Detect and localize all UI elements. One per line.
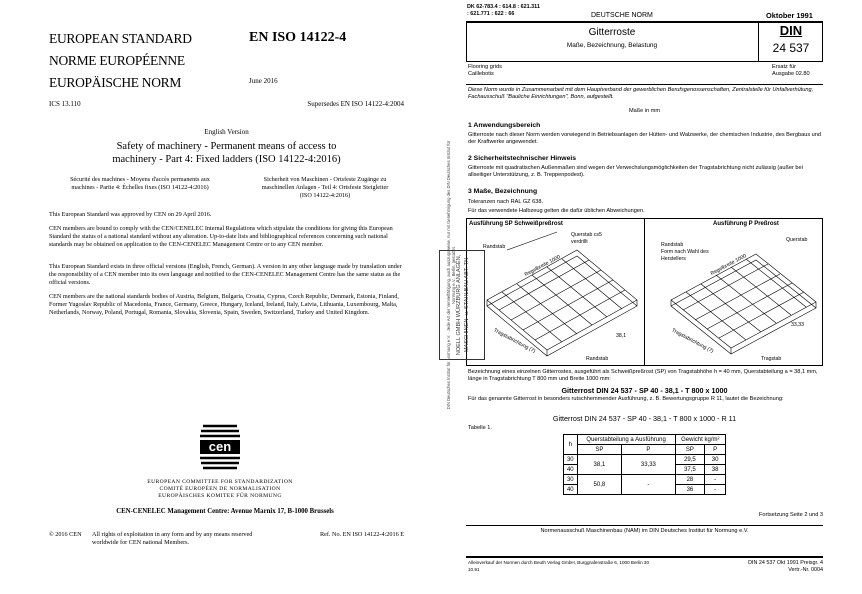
table-cell: - bbox=[705, 475, 726, 485]
cen-logo-text: cen bbox=[208, 439, 232, 454]
label-regelbreite-p: Regelbreite 1000 bbox=[709, 253, 748, 277]
committee-names bbox=[120, 479, 320, 500]
th-p-w: P bbox=[705, 445, 726, 455]
std-en: EUROPEAN STANDARD bbox=[49, 31, 192, 46]
ics-code: ICS 13.110 bbox=[49, 100, 81, 108]
table-cell: 30 bbox=[564, 475, 578, 485]
footer-price-group bbox=[703, 560, 823, 573]
dk-codes bbox=[467, 4, 540, 17]
table-cell: 40 bbox=[564, 465, 578, 475]
label-randstab-p: Randstab bbox=[661, 242, 684, 248]
table-cell: 36 bbox=[675, 485, 705, 495]
management-centre: CEN-CENELEC Management Centre: Avenue Marnix 17, B-1000 Brussels bbox=[116, 508, 334, 515]
alternate-titles bbox=[468, 64, 502, 78]
label-tragrichtung-sp: Tragstabrichtung (7) bbox=[492, 327, 537, 355]
footer-sales-line: Alleinverkauf der Normen durch Beuth Verlag GmbH, Burggrafenstraße 6, 1000 Berlin 30 bbox=[468, 560, 650, 565]
standard-number: EN ISO 14122-4 bbox=[249, 30, 347, 45]
table-cell: 30 bbox=[705, 455, 726, 465]
label-querstab-p: Querstab bbox=[786, 237, 808, 243]
label-randstab-sp-bottom: Randstab bbox=[586, 356, 609, 362]
committee-note: Normenausschuß Maschinenbau (NAM) im DIN Deutsches Institut für Normung e.V. bbox=[540, 528, 749, 534]
std-fr: NORME EUROPÉENNE bbox=[49, 53, 185, 68]
label-randstab-sp: Randstab bbox=[483, 244, 506, 250]
replacement-note bbox=[772, 64, 810, 78]
table-cell: - bbox=[705, 485, 726, 495]
paragraph-3: CEN members are the national standards bodies of Austria, Belgium, Bulgaria, Croatia, Cyprus, Czech Republic, Denmark, Estonia, Finland, Former Yugoslav Republic of Macedonia, France, Germany, Greece, Hungary, Iceland, Ireland, Italy, Latvia, Lithuania, Luxembourg, Malta, Netherlands, Norway, Poland, Portugal, Romania, Slovakia, Slovenia, Spain, Sweden, Switzerland, Turkey and United Kingdom. bbox=[49, 293, 399, 316]
copyright: © 2016 CEN bbox=[49, 531, 82, 538]
figure-p-caption: Ausführung P Preßrost bbox=[713, 221, 779, 227]
section-3-semifinished: Für das verwendete Halbzeug gelten die dafür üblichen Abweichungen. bbox=[468, 208, 645, 214]
title-line-2: machinery - Part 4: Fixed ladders (ISO 14122-4:2016) bbox=[112, 154, 341, 165]
label-querstab-sp: Querstab cs5 verdrillt bbox=[571, 232, 602, 245]
paragraph-1: CEN members are bound to comply with the CEN/CENELEC Internal Regulations which stipulate the conditions for giving this European Standard the status of a national standard without any alteration. Up-to-date lists and bibliographical references concerning such national standards may be obtained on application to the CEN-CENELEC Management Centre or to any CEN member. bbox=[49, 225, 393, 248]
stamp-text: NOELL GMBH WÜRZBURG ANLAGEN, MASCHINEN- u. STAHLBAU ABT. TN bbox=[456, 254, 470, 356]
table-cell: 40 bbox=[564, 485, 578, 495]
dk-line-1: DK 62-783.4 : 614.8 : 621.311 bbox=[467, 4, 540, 10]
table-cell: 30 bbox=[564, 455, 578, 465]
designation-example-2: Gitterrost DIN 24 537 - SP 40 - 38,1 - T 800 x 1000 - R 11 bbox=[552, 414, 737, 423]
label-form-p: Form nach Wahl des Herstellers bbox=[661, 249, 709, 262]
din-subtitle: Maße, Bezeichnung, Belastung bbox=[566, 42, 658, 49]
section-3-tolerance: Toleranzen nach RAL GZ 638. bbox=[468, 199, 544, 205]
table-cell: 29,5 bbox=[675, 455, 705, 465]
supersedes: Supersedes EN ISO 14122-4:2004 bbox=[307, 100, 404, 108]
footer-rule bbox=[466, 556, 823, 558]
english-alt-title: Flooring grids bbox=[468, 64, 502, 70]
english-title bbox=[49, 140, 404, 166]
section-1-heading: 1 Anwendungsbereich bbox=[468, 122, 541, 129]
figure-sp-caption: Ausführung SP Schweißpreßrost bbox=[469, 221, 563, 227]
label-tragstab-p: Tragstab bbox=[761, 356, 782, 362]
th-h: h bbox=[564, 435, 578, 455]
rule-2 bbox=[466, 525, 823, 526]
title-line-1: Safety of machinery - Permanent means of access to bbox=[116, 141, 337, 152]
intro-note: Diese Norm wurde in Zusammenarbeit mit dem Hauptverband der gewerblichen Berufsgenossenschaften, Zentralstelle für Unfallverhütung, Fachausschuß "Bauliche Einrichtungen", Bonn, aufgestellt. bbox=[468, 87, 814, 101]
footer-sales-date: 10.91 bbox=[468, 566, 480, 572]
th-sp-w: SP bbox=[675, 445, 705, 455]
version-label: English Version bbox=[204, 128, 249, 136]
weight-table bbox=[563, 434, 726, 495]
figure-divider bbox=[644, 218, 645, 366]
label-381: 38,1 bbox=[616, 333, 627, 339]
section-2-heading: 2 Sicherheitstechnischer Hinweis bbox=[468, 155, 577, 162]
label-regelbreite-sp: Regelbreite 1000 bbox=[523, 254, 562, 278]
committee-fr: COMITÉ EUROPÉEN DE NORMALISATION bbox=[159, 486, 281, 492]
label-tragrichtung-p: Tragstabrichtung (7) bbox=[670, 327, 715, 355]
french-title: Sécurité des machines - Moyens d'accès permanents aux machines - Partie 4: Échelles fixes (ISO 14122-4:2016) bbox=[70, 176, 210, 191]
right-page-din-standard bbox=[431, 0, 862, 594]
table-cell: 50,8 bbox=[577, 475, 622, 495]
designation-explanation: Bezeichnung eines einzelnen Gitterrostes, ausgeführt als Schweißpreßrost (SP) von Tragstabhöhe h = 40 mm, Querstabteilung a = 38,1 mm, länge in Tragstabrichtung T 800 mm und Breite 1000 mm: bbox=[468, 369, 818, 383]
committee-en: EUROPEAN COMMITTEE FOR STANDARDIZATION bbox=[147, 479, 293, 485]
rule-1 bbox=[466, 84, 823, 85]
table-cell: 38 bbox=[705, 465, 726, 475]
din-number: 24 537 bbox=[772, 41, 810, 55]
designation-explanation-2: Für das genannte Gitterrost in besonders rutschhemmender Ausführung, z. B. Bewertungsgruppe R 11, lautet die Bezeichnung: bbox=[468, 396, 784, 402]
side-copyright-note: DIN Deutsches Institut für Normung e.V. · Jede Art der Vervielfältigung, auch auszugsweise, nur mit Genehmigung des DIN Deutsches Institut für Normung e.V., Berlin, gestattet. bbox=[446, 140, 456, 410]
table-cell: - bbox=[622, 475, 675, 495]
th-gewicht: Gewicht kg/m² bbox=[675, 435, 725, 445]
units-note: Maße in mm bbox=[628, 108, 661, 114]
footer-sales bbox=[468, 560, 649, 573]
committee-de: EUROPÄISCHES KOMITEE FÜR NORMUNG bbox=[158, 493, 282, 499]
french-alt-title: Caillebotis bbox=[468, 71, 494, 78]
din-title: Gitterroste bbox=[588, 27, 636, 38]
replace-label: Ersatz für bbox=[772, 64, 796, 70]
reference-number: Ref. No. EN ISO 14122-4:2016 E bbox=[319, 531, 404, 538]
section-2-body: Gitterroste mit quadratischen Außenmaßen sind wegen der Verwechslungsmöglichkeiten der Tragstabrichtung nicht zulässig (außer bei allseitiger Unterstützung, z. B. Treppenpodest). bbox=[468, 165, 803, 179]
th-sp-a: SP bbox=[577, 445, 622, 455]
table-cell: 37,5 bbox=[675, 465, 705, 475]
issue-date: June 2016 bbox=[249, 77, 278, 85]
footer-vertr-nr: Vertr.-Nr. 0004 bbox=[788, 566, 823, 573]
table-cell: 28 bbox=[675, 475, 705, 485]
std-de: EUROPÄISCHE NORM bbox=[49, 75, 182, 90]
german-title: Sicherheit von Maschinen - Ortsfeste Zugänge zu maschinellen Anlagen - Teil 4: Ortsfeste Steigleiter (ISO 14122-4:2016) bbox=[261, 176, 389, 199]
th-teilung: Querstabteilung a Ausführung bbox=[577, 435, 675, 445]
designation-example-1: Gitterrost DIN 24 537 - SP 40 - 38,1 - T 800 x 1000 bbox=[561, 386, 728, 395]
approval-note: This European Standard was approved by CEN on 29 April 2016. bbox=[49, 211, 212, 218]
footer-din-ref: DIN 24 537 Okt 1991 Preisgr. 4 bbox=[748, 560, 823, 566]
label-3333: 33,33 bbox=[791, 322, 804, 328]
replace-edition: Ausgabe 02.80 bbox=[772, 71, 810, 78]
paragraph-2: This European Standard exists in three official versions (English, French, German). A version in any other language made by translation under the responsibility of a CEN member into its own language and notified to the CEN-CENELEC Management Centre has the same status as the official versions. bbox=[49, 263, 402, 286]
section-3-heading: 3 Maße, Bezeichnung bbox=[468, 188, 538, 195]
din-logo: DIN bbox=[779, 23, 803, 38]
standard-type-block bbox=[49, 28, 249, 94]
header-date: Oktober 1991 bbox=[766, 11, 813, 20]
th-p-a: P bbox=[622, 445, 675, 455]
continued-note: Fortsetzung Seite 2 und 3 bbox=[758, 512, 823, 518]
rights-note: All rights of exploitation in any form and by any means reserved worldwide for CEN national Members. bbox=[92, 531, 253, 546]
table-cell: 38,1 bbox=[577, 455, 622, 475]
dk-line-2: : 621.771 : 622 : 66 bbox=[467, 10, 515, 17]
table-cell: 33,33 bbox=[622, 455, 675, 475]
section-1-body: Gitterroste nach dieser Norm werden vorwiegend in Betriebsanlagen der Hütten- und Walzwerke, der chemischen Industrie, des Bergbaus und der Kraftwerke angewendet. bbox=[468, 132, 822, 146]
table-caption: Tabelle 1. bbox=[468, 425, 492, 431]
header-deutsche-norm: DEUTSCHE NORM bbox=[591, 12, 653, 19]
cen-logo bbox=[197, 422, 243, 472]
